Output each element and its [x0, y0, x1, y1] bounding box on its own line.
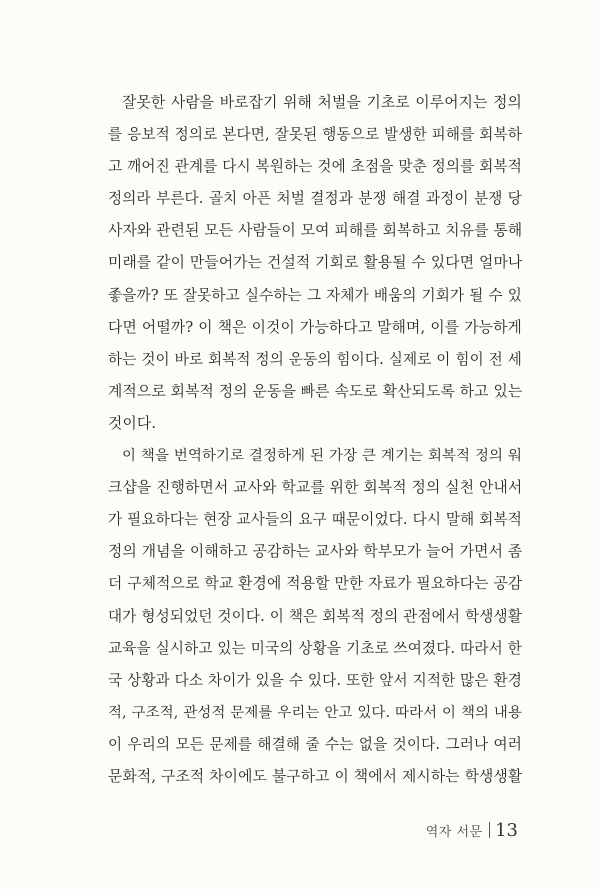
- text-line: 더 구체적으로 학교 환경에 적용할 만한 자료가 필요하다는 공감: [108, 575, 523, 593]
- text-line: 정의라 부른다. 골치 아픈 처벌 결정과 분쟁 해결 과정이 분쟁 당: [108, 190, 522, 208]
- text-line: 이 우리의 모든 문제를 해결해 줄 수는 없을 것이다. 그러나 여러: [108, 735, 522, 753]
- text-line: 미래를 같이 만들어가는 건설적 기회로 활용될 수 있다면 얼마나: [108, 254, 523, 272]
- text-line: 국 상황과 다소 차이가 있을 수 있다. 또한 앞서 지적한 많은 환경: [108, 671, 522, 689]
- text-line: 적, 구조적, 관성적 문제를 우리는 안고 있다. 따라서 이 책의 내용: [108, 704, 522, 721]
- paragraph: [108, 440, 522, 793]
- body-text: [108, 87, 522, 793]
- text-line: 하는 것이 바로 회복적 정의 운동의 힘이다. 실제로 이 힘이 전 세: [108, 350, 522, 368]
- text-line: 가 필요하다는 현장 교사들의 요구 때문이었다. 다시 말해 회복적: [108, 511, 522, 529]
- text-line: 이 책을 번역하기로 결정하게 된 가장 큰 계기는 회복적 정의 워: [122, 448, 522, 465]
- text-line: 정의 개념을 이해하고 공감하는 교사와 학부모가 늘어 가면서 좀: [108, 543, 523, 561]
- text-line: 좋을까? 또 잘못하고 실수하는 그 자체가 배움의 기회가 될 수 있: [108, 286, 522, 304]
- text-line: 교육을 실시하고 있는 미국의 상황을 기초로 쓰여졌다. 따라서 한: [108, 639, 522, 657]
- running-footer-label: 역자 서문: [425, 824, 483, 840]
- text-line: 문화적, 구조적 차이에도 불구하고 이 책에서 제시하는 학생생활: [108, 767, 523, 785]
- paragraph: [108, 87, 522, 440]
- text-line: 대가 형성되었던 것이다. 이 책은 회복적 정의 관점에서 학생생활: [108, 607, 522, 625]
- text-line: 잘못한 사람을 바로잡기 위해 처벌을 기초로 이루어지는 정의: [122, 94, 522, 111]
- page-number: 13: [495, 819, 518, 841]
- page-footer: [426, 818, 518, 842]
- text-line: 크샵을 진행하면서 교사와 학교를 위한 회복적 정의 실천 안내서: [108, 479, 523, 497]
- text-line: 사자와 관련된 모든 사람들이 모여 피해를 회복하고 치유를 통해: [108, 222, 523, 240]
- footer-separator: [489, 822, 491, 838]
- text-line: 를 응보적 정의로 본다면, 잘못된 행동으로 발생한 피해를 회복하: [108, 126, 522, 144]
- text-line: 다면 어떨까? 이 책은 이것이 가능하다고 말해며, 이를 가능하게: [108, 318, 522, 336]
- text-line: 고 깨어진 관계를 다시 복원하는 것에 초점을 맞춘 정의를 회복적: [108, 158, 522, 176]
- text-line: 것이다.: [108, 414, 157, 432]
- text-line: 계적으로 회복적 정의 운동을 빠른 속도로 확산되도록 하고 있는: [108, 382, 523, 400]
